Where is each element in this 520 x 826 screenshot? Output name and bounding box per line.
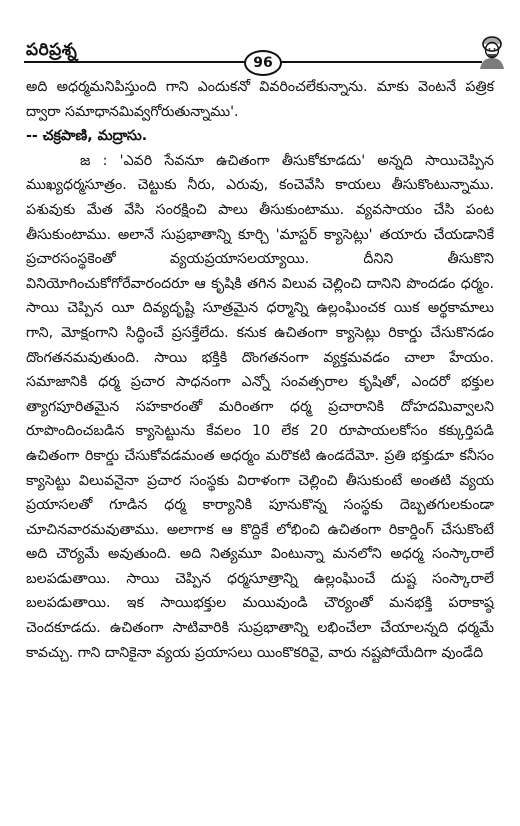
- portrait-icon: [474, 34, 510, 70]
- letter-closing-paragraph: అది అధర్మమనిపిస్తుంది గాని ఎందుకనో వివరించలేకున్నాను. మాకు వెంటనే పత్రిక ద్వారా సమాధానమివ్వగోరుతున్నాము'.: [26, 79, 494, 120]
- page-number: 96: [244, 50, 282, 76]
- page-body: [26, 75, 494, 665]
- answer-paragraph: జ : 'ఎవరి సేవనూ ఉచితంగా తీసుకోకూడదు' అన్నది సాయిచెప్పిన ముఖ్యధర్మసూత్రం. చెట్టుకు నీరు, ఎరువు, కంచెవేసి కాయలు తీసుకొంటున్నాము. పశువుకు మేత వేసి సంరక్షించి పాలు తీసుకుంటాము. వ్యవసాయం చేసి పంట తీసుకుంటాము. అలానే సుప్రభాతాన్ని కూర్చి 'మాస్టర్ క్యాసెట్లు' తయారు చేయడానికే ప్రచారసంస్థకెంతో వ్యయప్రయాసలయ్యాయి. దీనిని తీసుకొని వినియోగించుకోగోరేవారందరూ ఆ కృషికి తగిన విలువ చెల్లించి దానిని పొందడం ధర్మం. సాయి చెప్పిన యీ దివ్యదృష్టి సూత్రమైన ధర్మాన్ని ఉల్లంఘించక యిక అర్థకామాలు గాని, మోక్షంగాని సిద్ధించే ప్రసక్తేలేదు. కనుక ఉచితంగా క్యాసెట్లు రికార్డు చేసుకొనడం దొంగతనమవుతుంది. సాయి భక్తికి దొంగతనంగా వ్యక్తమవడం చాలా హేయం. సమాజానికి ధర్మ ప్రచార సాధనంగా ఎన్నో సంవత్సరాల కృషితో, ఎందరో భక్తుల త్యాగపూరితమైన సహకారంతో మరింతగా ధర్మ ప్రచారానికి దోహదమివ్వాలని రూపొందించబడిన క్యాసెట్టును కేవలం 10 లేక 20 రూపాయలకోసం కక్కుర్తిపడి ఉచితంగా రికార్డు చేసుకోవడమంత అధర్మం మరొకటి ఉండదేమో. ప్రతి భక్తుడూ కనీసం క్యాసెట్టు విలువనైనా ప్రచార సంస్థకు విరాళంగా చెల్లించి తీసుకుంటే అంతటి వ్యయ ప్రయాసలతో గూడిన ధర్మ కార్యానికి పూనుకొన్న సంస్థకు దెబ్బతగులకుండా చూచినవారమవుతాము. అలాగాక ఆ కొద్దికే లోభించి ఉచితంగా రికార్డింగ్ చేసుకొంటే అది చౌర్యమే అవుతుంది. అది నిత్యమూ వింటున్నా మనలోని అధర్మ సంస్కారాలే బలపడుతాయి. సాయి చెప్పిన ధర్మసూత్రాన్ని ఉల్లంఘించే దుష్ట సంస్కారాలే బలపడుతాయి. ఇక సాయిభక్తుల మయివుండి చౌర్యంతో మనభక్తి పరాకాష్ఠ చెందకూడదు. ఉచితంగా సాటివారికి సుప్రభాతాన్ని లభించేలా చేయాలన్నది ధర్మమే కావచ్చు. గాని దానికైనా వ్యయ ప్రయాసలు యింకొకరివై, వారు నష్టపోయేదిగా వుండేది: [26, 152, 494, 661]
- page-header: [0, 0, 520, 72]
- book-title: పరిప్రశ్న: [26, 40, 78, 60]
- letter-signature: -- చక్రపాణి, మద్రాసు.: [26, 128, 148, 145]
